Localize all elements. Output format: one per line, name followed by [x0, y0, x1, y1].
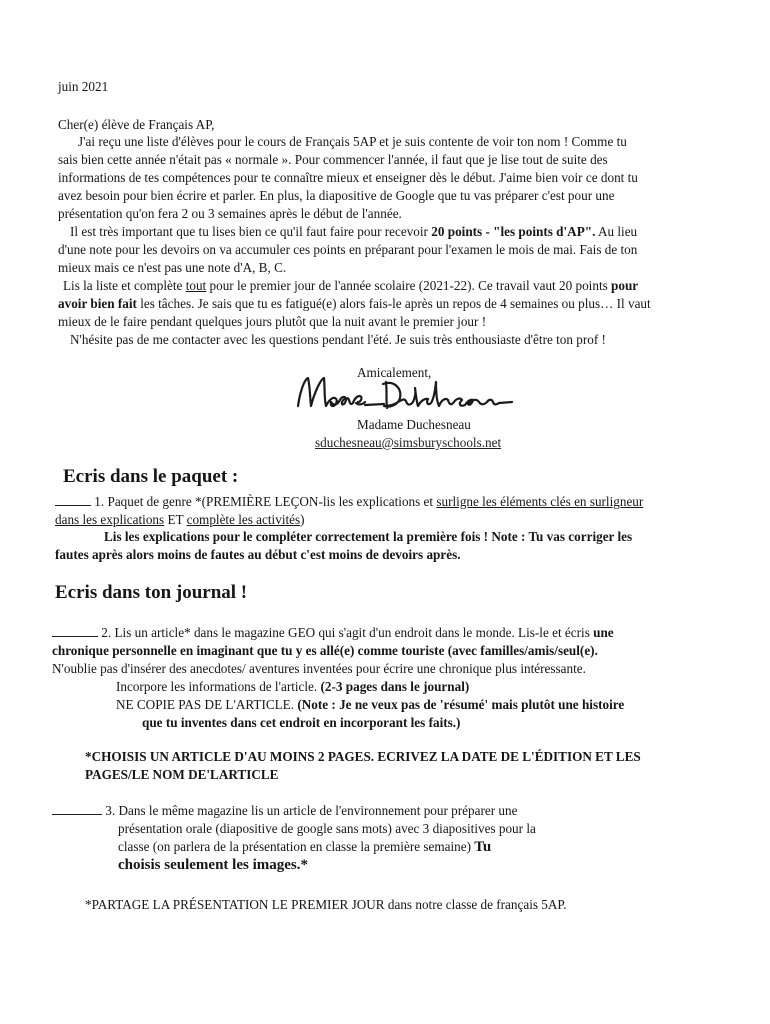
task-2-line [52, 624, 614, 642]
paragraph-1-line: J'ai reçu une liste d'élèves pour le cours de Français 5AP et je suis contente de voir ton nom ! Comme tu [78, 134, 627, 149]
checkbox-blank[interactable] [52, 802, 102, 815]
task-1-text: ) [300, 512, 305, 527]
task-2-text: Incorpore les informations de l'article. [116, 679, 321, 694]
task-3-line [52, 802, 517, 820]
task-3-line: choisis seulement les images.* [118, 857, 308, 873]
paragraph-2-text: Au lieu [595, 224, 638, 239]
paragraph-3-text: les tâches. Je sais que tu es fatigué(e) alors fais-le après un repos de 4 semaines ou plus… Il vaut [136, 296, 651, 311]
task-2-text: Lis un article* dans le magazine GEO qui s'agit d'un endroit dans le monde. Lis-le et écris [111, 625, 594, 640]
bold-word: pour [611, 278, 639, 293]
paragraph-1-line: informations de tes compétences pour te connaître mieux et enseigner dès le début. J'aime bien voir ce dont tu [58, 170, 638, 185]
checkbox-blank[interactable] [55, 493, 91, 506]
task-2-line [116, 678, 469, 696]
points-emphasis: 20 points - "les points d'AP". [431, 224, 596, 239]
paragraph-3-line [63, 277, 638, 295]
underlined-phrase: surligne les éléments clés en surligneur [436, 494, 644, 509]
paragraph-3-text: Lis la liste et complète [63, 278, 186, 293]
paragraph-2-text: Il est très important que tu lises bien ce qu'il faut faire pour recevoir [70, 224, 432, 239]
task-3-text: Dans le même magazine lis un article de l'environnement pour préparer une [115, 803, 518, 818]
teacher-name: Madame Duchesneau [357, 417, 471, 432]
letter-date: juin 2021 [58, 79, 109, 94]
task-3-text: classe (on parlera de la présentation en classe la première semaine) [118, 839, 475, 854]
task-1-line [55, 493, 643, 511]
task-2-text: NE COPIE PAS DE L'ARTICLE. [116, 697, 298, 712]
underlined-phrase: complète les activités [186, 512, 301, 527]
checkbox-blank[interactable] [52, 624, 98, 637]
task-3-line: présentation orale (diapositive de google sans mots) avec 3 diapositives pour la [118, 821, 536, 836]
task-1-text: ET [164, 512, 187, 527]
task-2-line: N'oublie pas d'insérer des anecdotes/ aventures inventées pour écrire une chronique plus intéressante. [52, 661, 586, 676]
task-1-line [55, 511, 305, 529]
paragraph-2-line: mieux mais ce n'est pas une note d'A, B, C. [58, 260, 287, 275]
task-2-line: que tu inventes dans cet endroit en incorporant les faits.) [142, 715, 461, 730]
task-1-note: Lis les explications pour le compléter correctement la première fois ! Note : Tu vas corriger les [104, 529, 633, 544]
paragraph-3-text: pour le premier jour de l'année scolaire (2021-22). Ce travail vaut 20 points [206, 278, 612, 293]
paragraph-4-line: N'hésite pas de me contacter avec les questions pendant l'été. Je suis très enthousiaste d'être ton prof ! [70, 332, 606, 347]
task-3-line [118, 838, 491, 856]
share-instruction [85, 896, 567, 914]
bold-word: Tu [474, 839, 492, 855]
section-heading-paquet: Ecris dans le paquet : [63, 466, 239, 487]
letter-greeting: Cher(e) élève de Français AP, [58, 117, 215, 132]
handwritten-signature [290, 372, 550, 418]
paragraph-1-line: avez besoin pour bien écrire et parler. En plus, la diapositive de Google que tu vas préparer c'est pour une [58, 188, 615, 203]
share-text: dans notre classe de français 5AP. [384, 897, 567, 912]
task-1-note: fautes après alors moins de fautes au début c'est moins de devoirs après. [55, 547, 461, 562]
letter-closing: Amicalement, [357, 365, 432, 380]
paragraph-3-line: mieux de le faire pendant quelques jours plutôt que la nuit avant le premier jour ! [58, 314, 487, 329]
paragraph-1-line: présentation qu'on fera 2 ou 3 semaines après le début de l'année. [58, 206, 402, 221]
task-1-text: Paquet de genre *(PREMIÈRE LEÇON-lis les explications et [104, 494, 437, 509]
bold-phrase: (2-3 pages dans le journal) [320, 679, 470, 694]
task-2-line: chronique personnelle en imaginant que tu y es allé(e) comme touriste (avec familles/amis/seul(e). [52, 643, 598, 658]
task-number: 1. [94, 494, 105, 509]
paragraph-2-line [70, 223, 637, 241]
underlined-word: tout [185, 278, 207, 293]
bold-phrase: (Note : Je ne veux pas de 'résumé' mais plutôt une histoire [297, 697, 625, 712]
share-text: *PARTAGE LA PRÉSENTATION LE PREMIER JOUR [85, 897, 385, 912]
bold-word: une [593, 625, 614, 640]
paragraph-2-line: d'une note pour les devoirs on va accumuler ces points en préparant pour l'examen le mois de mai. Fais de ton [58, 242, 638, 257]
teacher-email-link[interactable]: sduchesneau@simsburyschools.net [315, 435, 502, 450]
task-2-line [116, 696, 624, 714]
article-note: PAGES/LE NOM DE'LARTICLE [85, 767, 279, 782]
article-note: *CHOISIS UN ARTICLE D'AU MOINS 2 PAGES. ECRIVEZ LA DATE DE L'ÉDITION ET LES [85, 749, 641, 764]
underlined-phrase: dans les explications [55, 512, 165, 527]
bold-phrase: avoir bien fait [58, 296, 137, 311]
paragraph-1-line: sais bien cette année n'était pas « normale ». Pour commencer l'année, il faut que je lise tout de suite des [58, 152, 608, 167]
task-number: 3. [105, 803, 116, 818]
section-heading-journal: Ecris dans ton journal ! [55, 582, 248, 603]
task-number: 2. [101, 625, 112, 640]
paragraph-3-line [58, 295, 651, 313]
